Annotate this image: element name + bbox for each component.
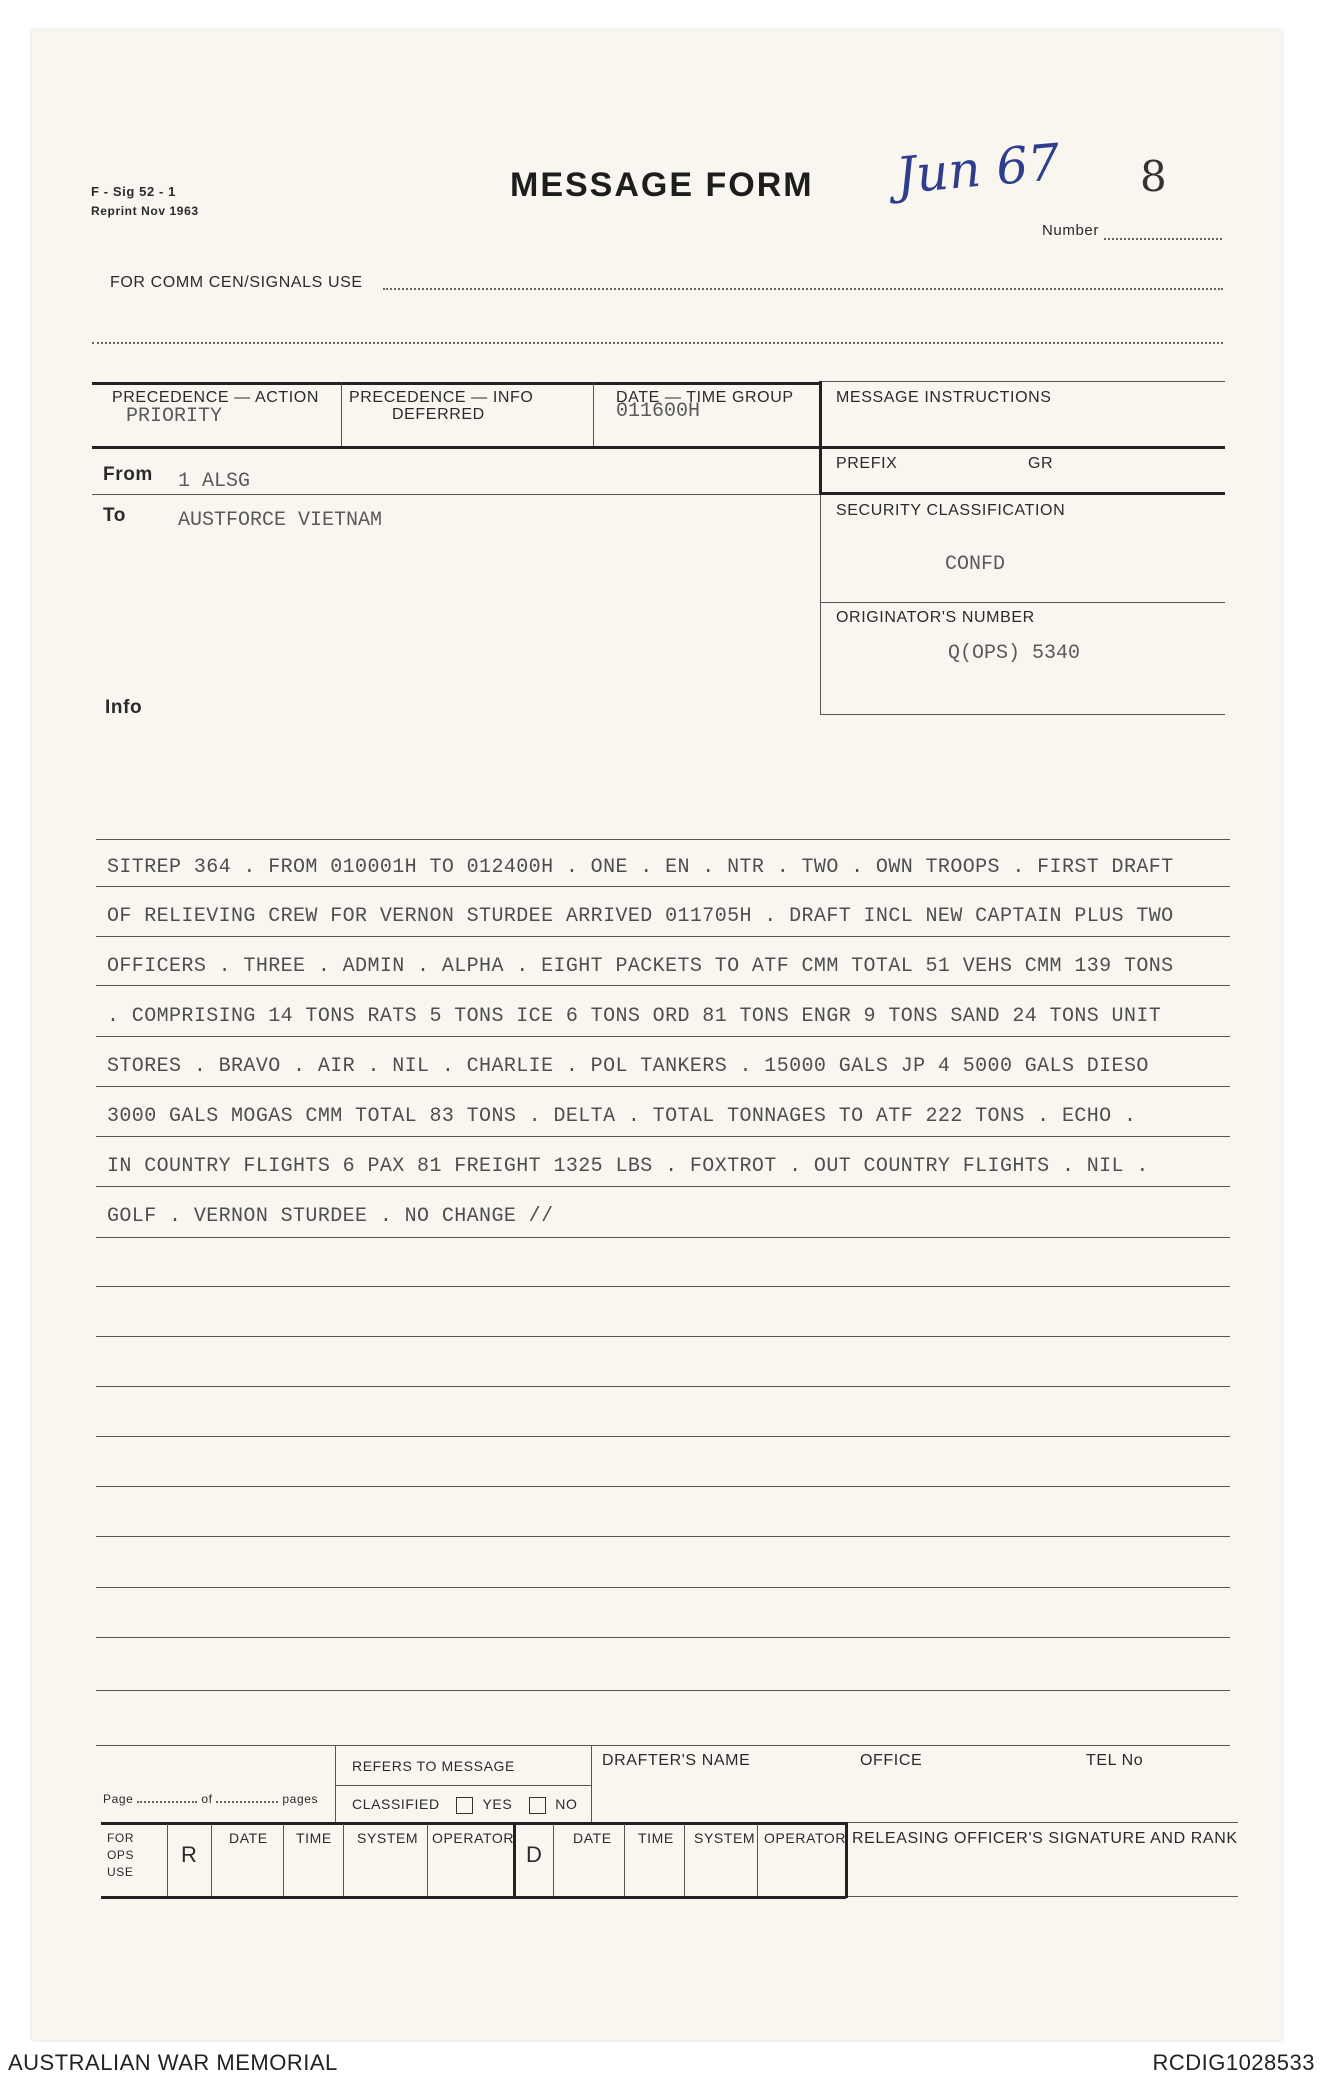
message-rule: [96, 985, 1230, 986]
office-label: OFFICE: [860, 1752, 923, 1769]
message-rule: [96, 1637, 1230, 1638]
d-time-label: TIME: [638, 1830, 674, 1846]
message-rule: [96, 1286, 1230, 1287]
precedence-divider: [341, 383, 342, 446]
classified-label: CLASSIFIED: [352, 1796, 440, 1812]
number-dotted-line: [1104, 238, 1222, 240]
prefix-label: PREFIX: [836, 455, 898, 472]
handwritten-mark: 8: [1140, 152, 1167, 201]
message-line-2: OF RELIEVING CREW FOR VERNON STURDEE ARRIVED 011705H . DRAFT INCL NEW CAPTAIN PLUS TWO: [107, 905, 1174, 928]
dtg-divider: [593, 383, 594, 446]
classified-no-checkbox[interactable]: [529, 1797, 546, 1814]
from-rule: [92, 494, 820, 495]
to-value: AUSTFORCE VIETNAM: [178, 509, 383, 532]
message-rule: [96, 1237, 1230, 1238]
security-bottom-rule: [820, 602, 1225, 603]
d-operator-label: OPERATOR: [764, 1830, 847, 1846]
message-instructions-label: MESSAGE INSTRUCTIONS: [836, 389, 1052, 406]
ops-line-3: USE: [107, 1865, 134, 1879]
of-label: of: [201, 1792, 213, 1806]
message-rule-bottom: [96, 1745, 1230, 1746]
ops-line-2: OPS: [107, 1848, 135, 1862]
ops-divider: [757, 1824, 758, 1896]
dtg-label: DATE — TIME GROUP: [616, 389, 794, 406]
r-date-label: DATE: [229, 1830, 268, 1846]
releasing-top-rule: [846, 1822, 1238, 1823]
ops-divider: [427, 1824, 428, 1896]
refers-left-border: [335, 1746, 336, 1822]
message-rule: [96, 1436, 1230, 1437]
message-line-7: IN COUNTRY FLIGHTS 6 PAX 81 FREIGHT 1325 LBS . FOXTROT . OUT COUNTRY FLIGHTS . NIL .: [107, 1155, 1149, 1178]
r-time-label: TIME: [296, 1830, 332, 1846]
archive-footer-right: RCDIG1028533: [1152, 2050, 1315, 2075]
form-title: MESSAGE FORM: [510, 166, 814, 204]
message-rule: [96, 936, 1230, 937]
message-rule: [96, 1136, 1230, 1137]
handwritten-date: Jun 67: [893, 132, 1063, 206]
d-date-label: DATE: [573, 1830, 612, 1846]
r-system-label: SYSTEM: [357, 1830, 419, 1846]
page-total-blank[interactable]: [216, 1801, 278, 1803]
message-rule: [96, 1186, 1230, 1187]
message-rule: [96, 1587, 1230, 1588]
d-label: D: [526, 1842, 543, 1867]
page-number-blank[interactable]: [137, 1801, 197, 1803]
right-box-bottom-rule: [820, 714, 1225, 715]
for-ops-use-label: [107, 1830, 134, 1881]
to-label: To: [103, 505, 127, 526]
message-rule: [96, 1536, 1230, 1537]
d-system-label: SYSTEM: [694, 1830, 756, 1846]
classified-yes-label: YES: [482, 1796, 513, 1812]
archive-footer-left: AUSTRALIAN WAR MEMORIAL: [8, 2050, 338, 2075]
originator-number-label: ORIGINATOR'S NUMBER: [836, 609, 1035, 626]
releasing-bottom-rule: [846, 1896, 1238, 1897]
page-label: Page: [103, 1792, 134, 1806]
message-rule: [96, 886, 1230, 887]
refers-mid-rule: [335, 1785, 591, 1786]
from-value: 1 ALSG: [178, 470, 251, 493]
right-box-thick-border: [819, 381, 822, 495]
message-rule-top: [96, 839, 1230, 840]
page-count-row: [103, 1792, 318, 1806]
ops-divider: [624, 1824, 625, 1896]
message-rule: [96, 1690, 1230, 1691]
refers-to-message-label: REFERS TO MESSAGE: [352, 1758, 515, 1774]
form-code: F - Sig 52 - 1: [91, 184, 176, 199]
drafters-name-label: DRAFTER'S NAME: [602, 1752, 751, 1769]
ops-divider: [167, 1824, 168, 1896]
form-reprint: Reprint Nov 1963: [91, 204, 199, 218]
message-rule: [96, 1486, 1230, 1487]
message-line-8: GOLF . VERNON STURDEE . NO CHANGE //: [107, 1205, 554, 1228]
header-mid-rule: [92, 446, 1225, 449]
precedence-info-value: DEFERRED: [392, 406, 485, 423]
pages-label: pages: [282, 1792, 319, 1806]
ops-divider: [283, 1824, 284, 1896]
ops-divider: [553, 1824, 554, 1896]
tel-no-label: TEL No: [1086, 1752, 1144, 1769]
message-rule: [96, 1036, 1230, 1037]
dtg-value: 011600H: [616, 400, 701, 423]
prefix-bottom-rule: [820, 492, 1225, 495]
comm-dotted-line-2: [92, 342, 1223, 344]
classified-row: [352, 1796, 577, 1814]
message-line-5: STORES . BRAVO . AIR . NIL . CHARLIE . POL TANKERS . 15000 GALS JP 4 5000 GALS DIESO: [107, 1055, 1149, 1078]
r-label: R: [181, 1842, 198, 1867]
precedence-action-value: PRIORITY: [126, 405, 223, 428]
number-label: Number: [1042, 222, 1099, 239]
message-rule: [96, 1336, 1230, 1337]
classified-no-label: NO: [555, 1796, 578, 1812]
ops-divider: [343, 1824, 344, 1896]
message-rule: [96, 1386, 1230, 1387]
ops-divider: [684, 1824, 685, 1896]
security-classification-label: SECURITY CLASSIFICATION: [836, 502, 1066, 519]
precedence-action-label: PRECEDENCE — ACTION: [112, 389, 319, 406]
comm-cen-label: FOR COMM CEN/SIGNALS USE: [110, 274, 363, 291]
refers-right-border: [591, 1746, 592, 1822]
ops-top-rule: [101, 1822, 846, 1825]
gr-label: GR: [1028, 455, 1054, 472]
originator-number-value: Q(OPS) 5340: [948, 642, 1081, 665]
message-line-4: . COMPRISING 14 TONS RATS 5 TONS ICE 6 TONS ORD 81 TONS ENGR 9 TONS SAND 24 TONS UNIT: [107, 1005, 1162, 1028]
classified-yes-checkbox[interactable]: [456, 1797, 473, 1814]
message-line-3: OFFICERS . THREE . ADMIN . ALPHA . EIGHT PACKETS TO ATF CMM TOTAL 51 VEHS CMM 139 TONS: [107, 955, 1174, 978]
header-top-rule: [92, 382, 820, 385]
releasing-officer-label: RELEASING OFFICER'S SIGNATURE AND RANK: [852, 1830, 1238, 1847]
ops-line-1: FOR: [107, 1831, 135, 1845]
ops-divider: [211, 1824, 212, 1896]
comm-dotted-line-1: [383, 288, 1223, 290]
message-line-6: 3000 GALS MOGAS CMM TOTAL 83 TONS . DELTA . TOTAL TONNAGES TO ATF 222 TONS . ECHO .: [107, 1105, 1137, 1128]
right-box-border: [820, 495, 821, 715]
ops-bottom-rule: [101, 1896, 846, 1899]
message-form-paper: [32, 30, 1282, 2040]
info-label: Info: [105, 697, 143, 718]
message-rule: [96, 1086, 1230, 1087]
from-label: From: [103, 464, 153, 485]
security-classification-value: CONFD: [945, 553, 1006, 576]
message-line-1: SITREP 364 . FROM 010001H TO 012400H . ONE . EN . NTR . TWO . OWN TROOPS . FIRST DRAFT: [107, 856, 1174, 879]
instructions-top-rule: [820, 381, 1225, 382]
r-operator-label: OPERATOR: [432, 1830, 515, 1846]
precedence-info-label: PRECEDENCE — INFO: [349, 389, 534, 406]
